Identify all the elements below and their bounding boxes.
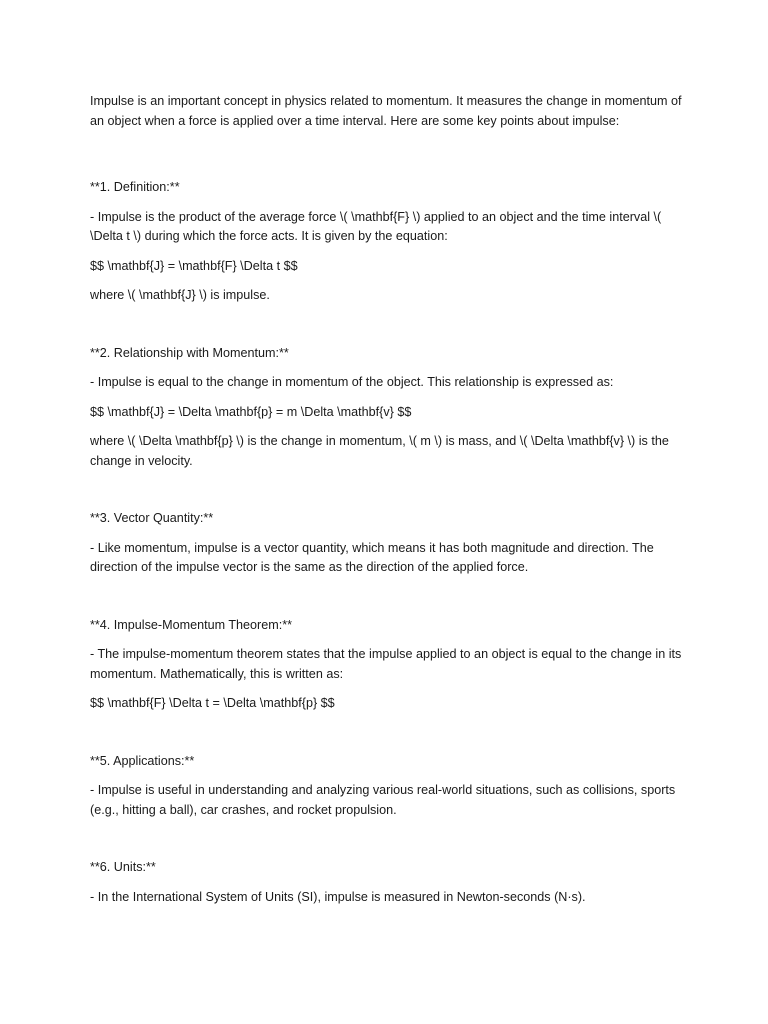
equation-line: $$ \mathbf{J} = \mathbf{F} \Delta t $$ [90,258,298,273]
section-paragraph: - Impulse is the product of the average force \( \mathbf{F} \) applied to an object and the time interval \( \Delta t \) during which the force acts. It is given by the equation: [90,209,665,243]
equation-line: $$ \mathbf{J} = \Delta \mathbf{p} = m \Delta \mathbf{v} $$ [90,404,412,419]
section-heading: **5. Applications:** [90,753,195,768]
document-body [90,92,685,907]
section-definition [90,178,682,306]
section-paragraph: - In the International System of Units (SI), impulse is measured in Newton-seconds (N·s). [90,889,586,904]
section-heading: **3. Vector Quantity:** [90,511,214,525]
section-relationship [90,344,682,472]
section-units [90,858,682,907]
equation-line: $$ \mathbf{F} \Delta t = \Delta \mathbf{p} $$ [90,696,335,710]
section-heading: **6. Units:** [90,860,156,874]
section-paragraph: where \( \mathbf{J} \) is impulse. [90,288,270,302]
section-paragraph: where \( \Delta \mathbf{p} \) is the change in momentum, \( m \) is mass, and \( \Delta \mathbf{v} \) is the change in velocity. [90,434,673,468]
section-paragraph: - Impulse is equal to the change in momentum of the object. This relationship is expressed as: [90,375,614,389]
section-paragraph: - Like momentum, impulse is a vector quantity, which means it has both magnitude and direction. The direction of the impulse vector is the same as the direction of the applied force. [90,540,658,574]
section-vector-quantity [90,509,682,578]
section-heading: **1. Definition:** [90,180,180,194]
section-heading: **2. Relationship with Momentum:** [90,345,289,360]
section-applications [90,752,682,821]
section-paragraph: - Impulse is useful in understanding and analyzing various real-world situations, such as collisions, sports (e.g., hitting a ball), car crashes, and rocket propulsion. [90,783,679,817]
section-paragraph: - The impulse-momentum theorem states that the impulse applied to an object is equal to the change in its momentum. Mathematically, this is written as: [90,647,685,681]
section-heading: **4. Impulse-Momentum Theorem:** [90,617,293,632]
intro-paragraph: Impulse is an important concept in physics related to momentum. It measures the change in momentum of an object when a force is applied over a time interval. Here are some key points about impulse: [90,94,685,128]
section-theorem [90,616,685,714]
